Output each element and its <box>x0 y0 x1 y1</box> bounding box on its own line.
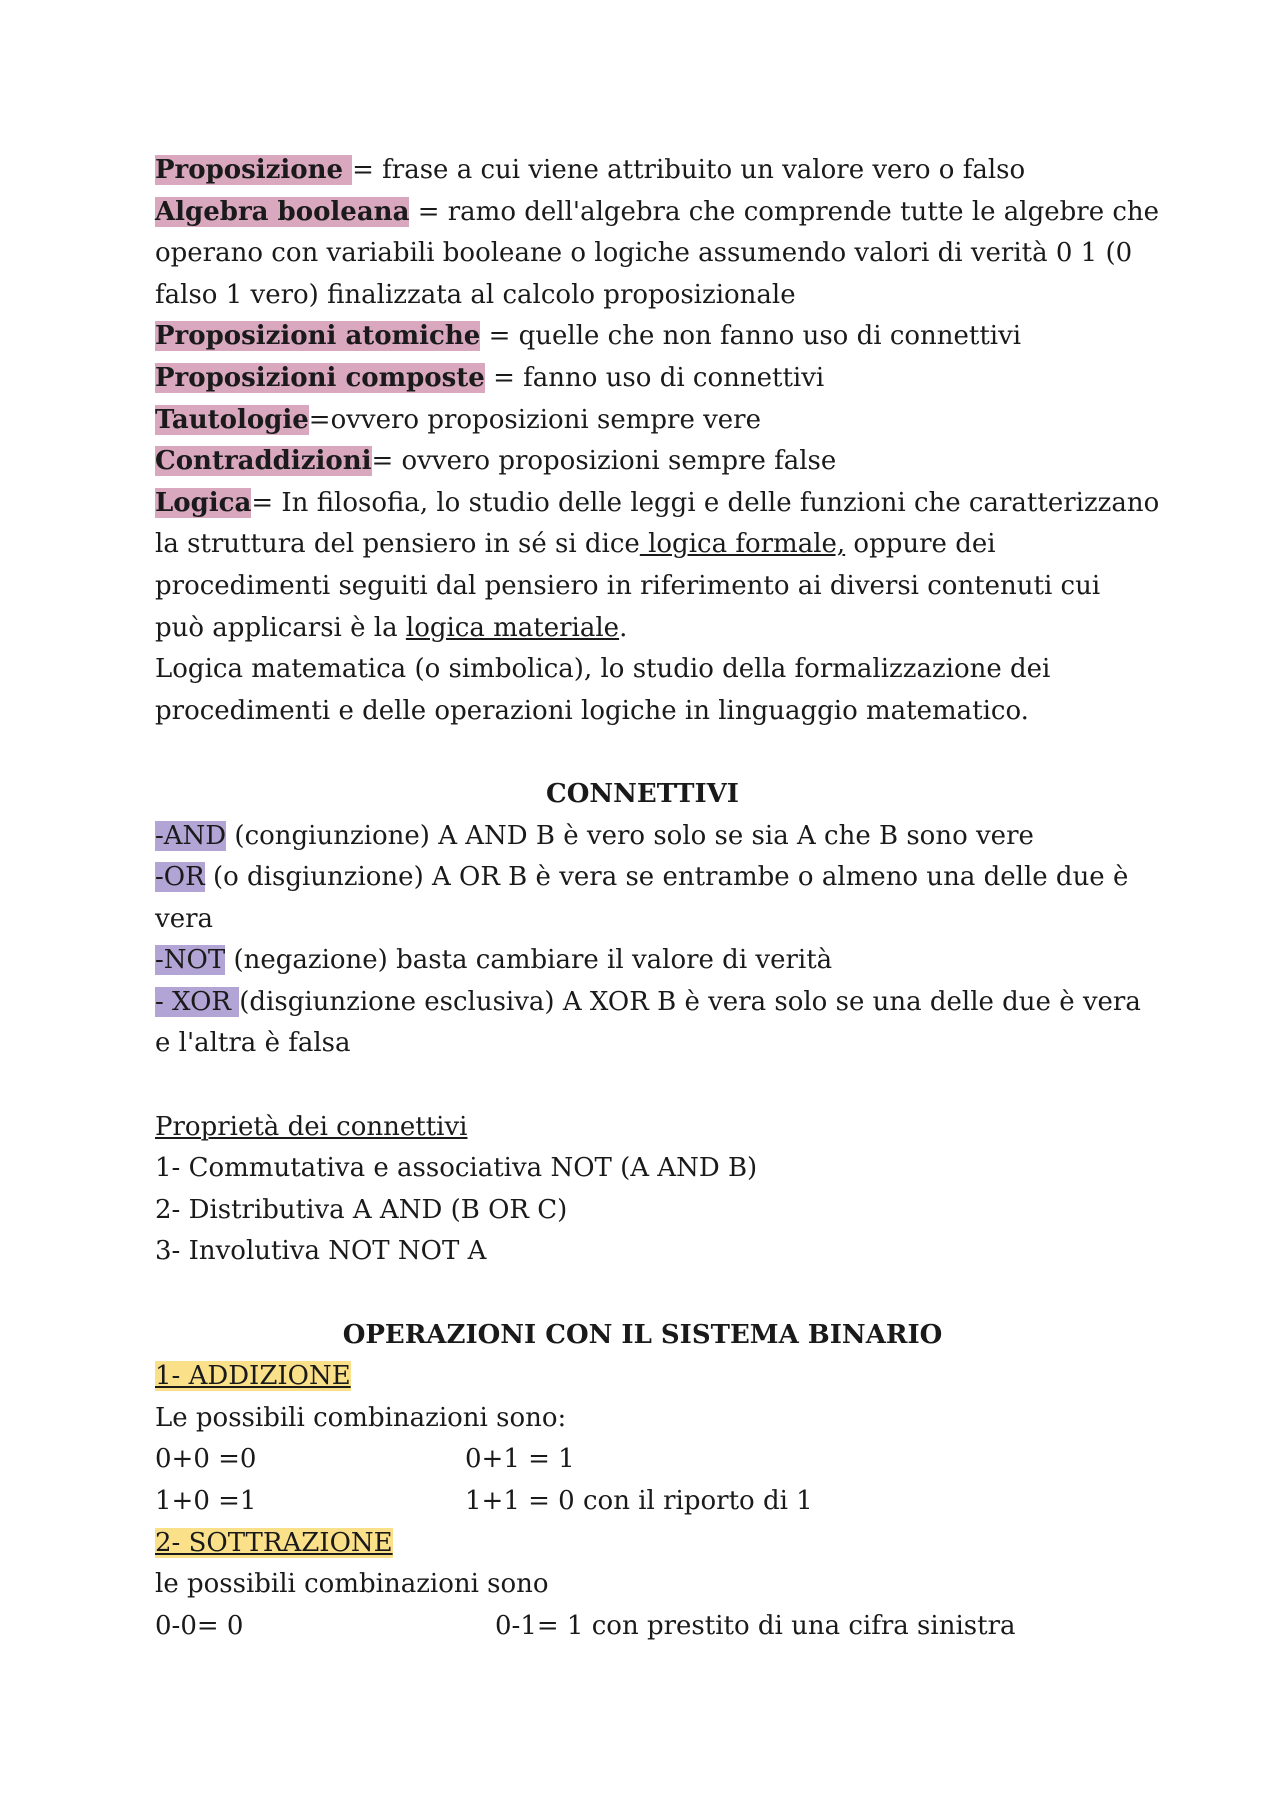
operator-and: -AND <box>155 820 227 851</box>
combination: 0+0 =0 <box>155 1444 257 1475</box>
sottrazione-title: 2- SOTTRAZIONE <box>155 1527 393 1558</box>
definition-text: = In filosofia, lo studio delle leggi e delle funzioni che caratterizzano <box>251 487 1160 518</box>
definition-contraddizioni <box>155 441 1130 483</box>
spacer <box>155 732 1130 774</box>
combination-row <box>155 1481 1130 1523</box>
underlined-logica-formale: logica formale, <box>639 529 846 560</box>
text-line: operano con variabili booleane o logiche assumendo valori di verità 0 1 (0 <box>155 238 1133 269</box>
term-algebra-booleana: Algebra booleana <box>155 196 410 227</box>
definition-proposizione <box>155 150 1130 192</box>
addizione-title: 1- ADDIZIONE <box>155 1361 351 1392</box>
sottrazione-heading <box>155 1523 1130 1565</box>
text-span: (o disgiunzione) A OR B è vera se entrambe o almeno una delle due è <box>204 862 1129 893</box>
definition-text: = ramo dell'algebra che comprende tutte le algebre che <box>409 196 1160 227</box>
operator-xor: - XOR <box>155 986 240 1017</box>
proprieta-title: Proprietà dei connettivi <box>155 1111 468 1142</box>
text-line: vera <box>155 903 214 934</box>
definition-text: = fanno uso di connettivi <box>484 362 825 393</box>
text-line: Logica matematica (o simbolica), lo studio della formalizzazione dei <box>155 654 1051 685</box>
text-line: e l'altra è falsa <box>155 1028 351 1059</box>
term-tautologie: Tautologie <box>155 404 309 435</box>
operator-or: -OR <box>155 862 205 893</box>
spacer <box>155 1065 1130 1107</box>
combination: 0+1 = 1 <box>465 1444 575 1475</box>
text-span: oppure dei <box>845 529 996 560</box>
text-line: falso 1 vero) finalizzata al calcolo proposizionale <box>155 279 796 310</box>
underlined-logica-materiale: logica materiale <box>405 612 620 643</box>
text-span: può applicarsi è la <box>155 612 406 643</box>
definition-text: = frase a cui viene attribuito un valore vero o falso <box>352 155 1026 185</box>
term-proposizione: Proposizione <box>155 155 353 185</box>
text-span: (negazione) basta cambiare il valore di verità <box>225 945 833 976</box>
definition-proposizioni-atomiche <box>155 316 1130 358</box>
text-line: procedimenti e delle operazioni logiche in linguaggio matematico. <box>155 695 1029 726</box>
list-item: 2- Distributiva A AND (B OR C) <box>155 1194 568 1225</box>
text-line <box>155 524 1130 566</box>
addizione-heading <box>155 1356 1130 1398</box>
definition-text: = ovvero proposizioni sempre false <box>371 446 837 477</box>
operator-not: -NOT <box>155 945 226 976</box>
text-line: le possibili combinazioni sono <box>155 1569 549 1600</box>
text-span: (congiunzione) A AND B è vero solo se sia A che B sono vere <box>226 820 1034 851</box>
combination: 0-1= 1 con prestito di una cifra sinistra <box>495 1610 1016 1641</box>
definition-logica <box>155 483 1160 525</box>
text-line <box>155 608 1130 650</box>
connettivo-or <box>155 857 1130 899</box>
section-title-binario: OPERAZIONI CON IL SISTEMA BINARIO <box>342 1319 943 1350</box>
combination: 0-0= 0 <box>155 1610 244 1641</box>
term-proposizioni-composte: Proposizioni composte <box>155 362 485 393</box>
definition-tautologie <box>155 400 1130 442</box>
list-item: 3- Involutiva NOT NOT A <box>155 1236 487 1267</box>
term-proposizioni-atomiche: Proposizioni atomiche <box>155 321 481 352</box>
term-contraddizioni: Contraddizioni <box>155 446 372 477</box>
definition-text: = quelle che non fanno uso di connettivi <box>480 321 1022 352</box>
spacer <box>155 1273 1130 1315</box>
text-line: Le possibili combinazioni sono: <box>155 1402 567 1433</box>
text-span: . <box>619 612 628 643</box>
connettivo-xor <box>155 982 1141 1024</box>
combination-row <box>155 1439 1130 1481</box>
connettivo-not <box>155 940 1130 982</box>
combination: 1+0 =1 <box>155 1486 257 1516</box>
text-span: la struttura del pensiero in sé si dice <box>155 529 640 560</box>
section-title-connettivi: CONNETTIVI <box>546 778 739 809</box>
combination: 1+1 = 0 con il riporto di 1 <box>465 1486 813 1516</box>
combination-row <box>155 1606 1130 1648</box>
term-logica: Logica <box>155 487 252 518</box>
definition-text: =ovvero proposizioni sempre vere <box>308 404 762 435</box>
text-span: (disgiunzione esclusiva) A XOR B è vera solo se una delle due è vera <box>239 986 1141 1017</box>
connettivo-and <box>155 816 1130 858</box>
list-item: 1- Commutativa e associativa NOT (A AND B) <box>155 1153 758 1184</box>
definition-proposizioni-composte <box>155 358 1130 400</box>
definition-algebra-booleana <box>155 192 1160 234</box>
text-line: procedimenti seguiti dal pensiero in riferimento ai diversi contenuti cui <box>155 570 1101 601</box>
